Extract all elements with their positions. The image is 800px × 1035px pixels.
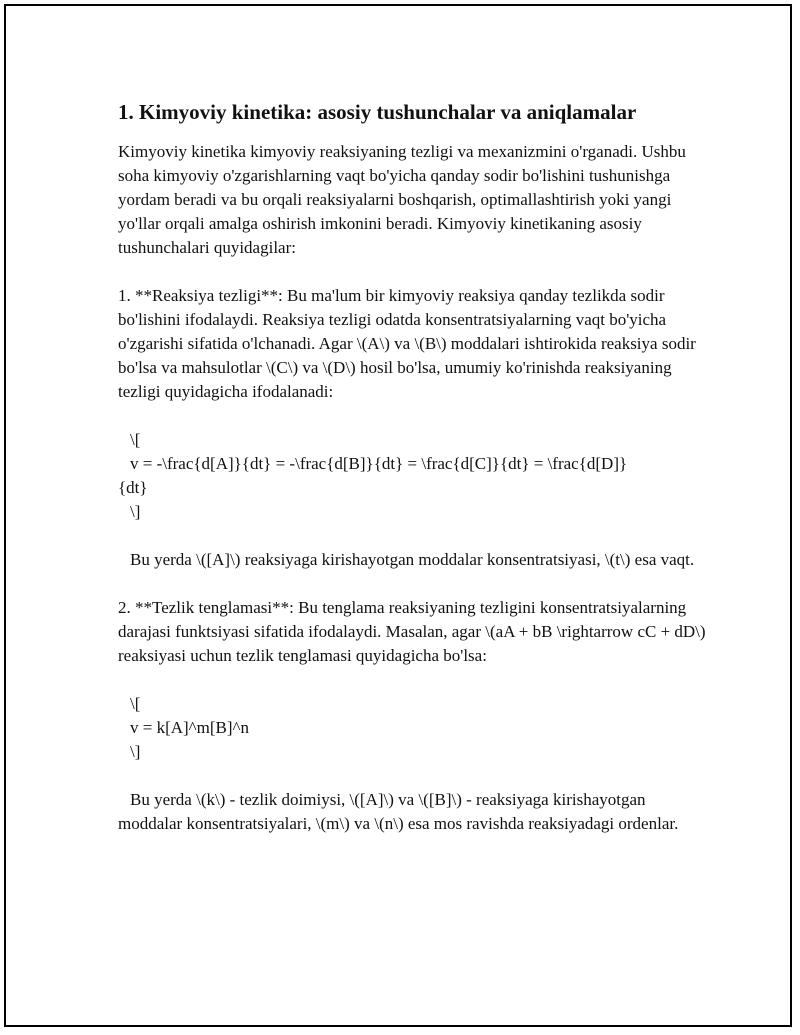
spacer [118,572,708,596]
document-page [4,4,792,1027]
item1-note: Bu yerda \([A]\) reaksiyaga kirishayotgan moddalar konsentratsiyasi, \(t\) esa vaqt. [130,550,695,569]
spacer [118,260,708,284]
document-body [118,98,708,836]
spacer [118,764,708,788]
spacer [118,524,708,548]
item2-note: Bu yerda \(k\) - tezlik doimiysi, \([A]\) va \([B]\) - reaksiyaga kirishayotgan moddalar konsentratsiyalari, \(m\) va \(n\) esa mos ravishda reaksiyadagi ordenlar. [118,790,679,833]
item1-math-open: \[ [130,430,141,449]
item1-paragraph: 1. **Reaksiya tezligi**: Bu ma'lum bir kimyoviy reaksiya qanday tezlikda sodir bo'lishini ifodalaydi. Reaksiya tezligi odatda konsentratsiyalarning vaqt bo'yicha o'zgarishi sifatida o'lchanadi. Agar \(A\) va \(B\) moddalari ishtirokida reaksiya sodir bo'lsa va mahsulotlar \(C\) va \(D\) hosil bo'lsa, umumiy ko'rinishda reaksiyaning tezligi quyidagicha ifodalanadi: [118,286,701,401]
item2-paragraph: 2. **Tezlik tenglamasi**: Bu tenglama reaksiyaning tezligini konsentratsiyalarning darajasi funktsiyasi sifatida ifodalaydi. Masalan, agar \(aA + bB \rightarrow cC + dD\) reaksiyasi uchun tezlik tenglamasi quyidagicha bo'lsa: [118,598,710,665]
spacer [118,668,708,692]
item2-math-open: \[ [130,694,141,713]
item2-math-line1: v = k[A]^m[B]^n [130,718,250,737]
item2-math-close: \] [130,742,141,761]
item1-math-line2: {dt} [118,478,148,497]
item1-math-line1: v = -\frac{d[A]}{dt} = -\frac{d[B]}{dt} = \frac{d[C]}{dt} = \frac{d[D]} [130,454,628,473]
section-heading: 1. Kimyoviy kinetika: asosiy tushunchalar va aniqlamalar [118,100,637,124]
intro-paragraph: Kimyoviy kinetika kimyoviy reaksiyaning tezligi va mexanizmini o'rganadi. Ushbu soha kimyoviy o'zgarishlarning vaqt bo'yicha qanday sodir bo'lishini tushunishga yordam beradi va bu orqali reaksiyalarni boshqarish, optimallashtirish yoki yangi yo'llar orqali amalga oshirish imkonini beradi. Kimyoviy kinetikaning asosiy tushunchalari quyidagilar: [118,142,691,257]
item1-math-close: \] [130,502,141,521]
spacer [118,404,708,428]
